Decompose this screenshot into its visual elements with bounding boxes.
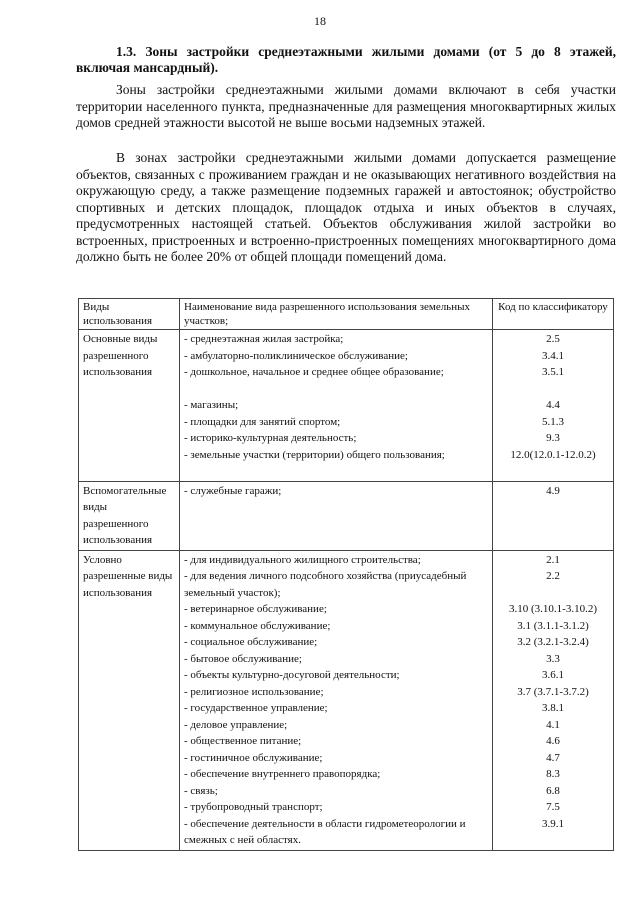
use-code: 4.9 — [546, 484, 560, 497]
use-code: 4.7 — [546, 751, 560, 764]
header-classifier-code: Код по классификатору — [493, 299, 614, 330]
use-name: - магазины; — [184, 399, 239, 411]
use-name: - для ведения личного подсобного хозяйства (приусадебный земельный участок); — [184, 570, 467, 599]
use-name: - объекты культурно-досуговой деятельности; — [184, 669, 400, 681]
use-code: 12.0(12.0.1-12.0.2) — [510, 448, 596, 461]
table-row-main-uses — [79, 330, 614, 482]
paragraph-details: В зонах застройки среднеэтажными жилыми домами допускается размещение объектов, связанных с проживанием граждан и не оказывающих негативного воздействия на окружающую среду, а также размещение подземных гаражей и автостоянок; обустройство спортивных и детских площадок, площадок отдыха и иных объектов в случаях, предусмотренных настоящей статьей. Объектов обслуживания жилой застройки во встроенных, пристроенных и встроенно-пристроенных помещениях многоквартирного дома должно быть не более 20% от общей площади помещений дома. — [76, 150, 616, 264]
use-code: 6.8 — [546, 784, 560, 797]
section-heading: 1.3. Зоны застройки среднеэтажными жилыми домами (от 5 до 8 этажей, включая мансардный). — [76, 44, 616, 75]
use-name: - историко-культурная деятельность; — [184, 432, 357, 444]
table-row-conditional-uses — [79, 550, 614, 850]
land-use-table — [78, 298, 614, 851]
use-name: - гостиничное обслуживание; — [184, 751, 323, 764]
header-usage-types: Виды использования — [79, 299, 180, 330]
use-code: 3.1 (3.1.1-3.1.2) — [517, 619, 589, 632]
use-name: - социальное обслуживание; — [184, 636, 318, 648]
header-use-name: Наименование вида разрешенного использования земельных участков; — [180, 299, 493, 330]
use-name: - религиозное использование; — [184, 685, 324, 698]
use-name: - служебные гаражи; — [184, 484, 282, 497]
codes-cell — [493, 481, 614, 550]
use-code: 4.6 — [546, 735, 560, 747]
use-code: 8.3 — [546, 768, 560, 780]
category-conditional: Условно разрешенные виды использования — [79, 550, 180, 850]
paragraph-intro: Зоны застройки среднеэтажными жилыми домами включают в себя участки территории населенного пункта, предназначенные для размещения многоквартирных жилых домов средней этажности высотой не выше восьми надземных этажей. — [76, 82, 616, 130]
category-main: Основные виды разрешенного использования — [79, 330, 180, 482]
use-code: 3.4.1 — [542, 349, 564, 362]
category-auxiliary: Вспомогательные виды разрешенного использования — [79, 481, 180, 550]
use-code: 9.3 — [546, 432, 560, 444]
use-name: - ветеринарное обслуживание; — [184, 603, 327, 615]
use-code: 4.1 — [546, 718, 560, 731]
use-name: - коммунальное обслуживание; — [184, 619, 331, 632]
use-code: 2.1 — [546, 553, 560, 566]
use-name: - для индивидуального жилищного строительства; — [184, 553, 421, 566]
codes-cell — [493, 550, 614, 850]
use-names-cell — [180, 550, 493, 850]
use-code: 5.1.3 — [542, 415, 564, 428]
use-name: - земельные участки (территории) общего пользования; — [184, 448, 445, 461]
use-name: - общественное питание; — [184, 735, 302, 747]
use-code: 7.5 — [546, 801, 560, 813]
use-code: 3.7 (3.7.1-3.7.2) — [517, 685, 589, 698]
use-code: 2.2 — [546, 570, 560, 582]
table-header-row — [79, 299, 614, 330]
use-name: - дошкольное, начальное и среднее общее образование; — [184, 366, 444, 378]
use-code: 3.6.1 — [542, 669, 564, 681]
use-name: - площадки для занятий спортом; — [184, 415, 341, 428]
use-name: - связь; — [184, 784, 218, 797]
use-code: 3.3 — [546, 652, 560, 665]
use-code: 3.2 (3.2.1-3.2.4) — [517, 636, 589, 648]
use-code: 4.4 — [546, 399, 560, 411]
table-row-auxiliary-uses — [79, 481, 614, 550]
use-code: 2.5 — [546, 333, 560, 345]
use-name: - деловое управление; — [184, 718, 288, 731]
page-number: 18 — [314, 14, 326, 28]
use-name: - обеспечение деятельности в области гидрометеорологии и смежных с ней областях. — [184, 817, 466, 846]
use-name: - обеспечение внутреннего правопорядка; — [184, 768, 381, 780]
use-code: 3.9.1 — [542, 817, 564, 830]
use-code: 3.10 (3.10.1-3.10.2) — [509, 603, 597, 615]
use-names-cell — [180, 330, 493, 482]
use-names-cell — [180, 481, 493, 550]
use-name: - амбулаторно-поликлиническое обслуживание; — [184, 349, 408, 362]
use-code: 3.8.1 — [542, 702, 564, 714]
use-name: - среднеэтажная жилая застройка; — [184, 333, 344, 345]
use-name: - бытовое обслуживание; — [184, 652, 302, 665]
use-code: 3.5.1 — [542, 366, 564, 378]
use-name: - трубопроводный транспорт; — [184, 801, 323, 813]
use-name: - государственное управление; — [184, 702, 328, 714]
codes-cell — [493, 330, 614, 482]
